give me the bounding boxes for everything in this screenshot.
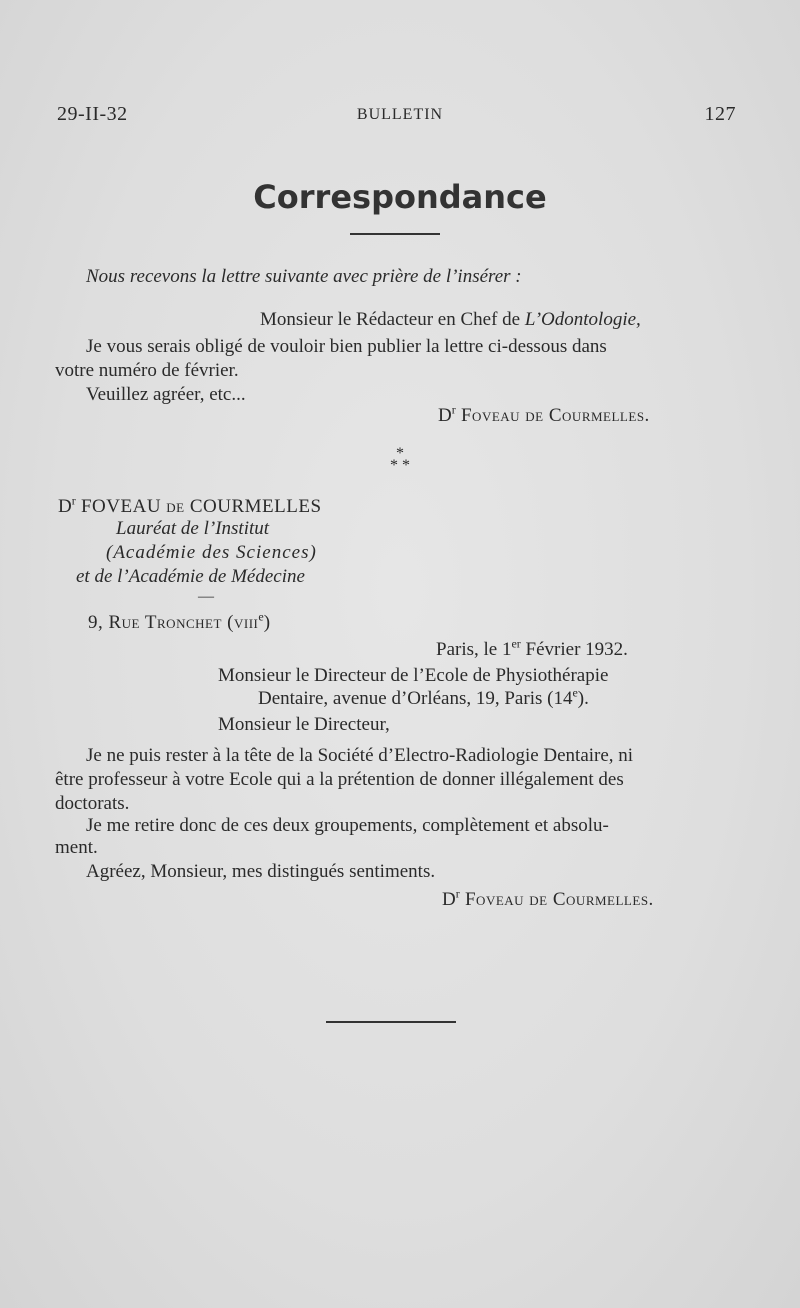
page-title: Correspondance: [253, 178, 547, 216]
intro-text: Nous recevons la lettre suivante avec prière de l’insérer :: [86, 266, 522, 287]
address-sup: e: [258, 609, 264, 624]
first-letter-closing: Veuillez agréer, etc...: [86, 384, 246, 405]
header-date: 29-II-32: [57, 103, 128, 125]
letter-closing: Agréez, Monsieur, mes distingués sentiments.: [86, 861, 436, 882]
letterhead-line: et de l’Académie de Médecine: [76, 566, 305, 587]
date-suffix: Février 1932.: [520, 639, 628, 660]
paragraph-line: doctorats.: [55, 793, 130, 814]
letterhead-line: Lauréat de l’Institut: [116, 518, 270, 539]
letterhead-title-sup: r: [71, 493, 76, 508]
first-letter-signature: [438, 402, 650, 427]
asterism-separator: [372, 445, 428, 474]
end-rule: [326, 1021, 456, 1023]
first-letter-salutation: [260, 309, 641, 331]
journal-name: L’Odontologie,: [524, 309, 641, 330]
letterhead-title: D: [58, 496, 72, 517]
paragraph-line: Je ne puis rester à la tête de la Société d’Electro-Radiologie Dentaire, ni: [86, 745, 634, 766]
letter-date: [436, 636, 628, 661]
signature-name: Foveau de Courmelles.: [459, 889, 654, 910]
signature-title: D: [442, 889, 456, 910]
page-number: 127: [704, 103, 736, 125]
letterhead-dash: —: [198, 588, 214, 605]
paragraph-line: être professeur à votre Ecole qui a la prétention de donner illégalement des: [55, 769, 624, 790]
recipient-close: ).: [577, 688, 589, 709]
date-sup: er: [511, 636, 521, 651]
signature-title-sup: r: [451, 402, 456, 417]
signature-title-sup: r: [455, 886, 460, 901]
address-close: ): [263, 612, 271, 633]
letter-salutation: Monsieur le Directeur,: [218, 714, 390, 735]
letterhead-line: (Académie des Sciences): [106, 542, 317, 563]
first-letter-body-line: Je vous serais obligé de vouloir bien publier la lettre ci-dessous dans: [86, 336, 607, 357]
recipient-sup: e: [572, 685, 578, 700]
salutation-prefix: Monsieur le Rédacteur en Chef de: [260, 309, 525, 330]
letterhead-surname: FOVEAU de COURMELLES: [75, 496, 322, 517]
header-journal: BULLETIN: [356, 106, 444, 123]
title-rule: [350, 233, 440, 235]
date-prefix: Paris, le 1: [436, 639, 512, 660]
asterism-bottom: * *: [390, 457, 410, 474]
paragraph-line: ment.: [55, 837, 98, 858]
asterism-top: *: [396, 445, 404, 462]
letterhead-address: [88, 609, 271, 634]
paragraph-line: Je me retire donc de ces deux groupements, complètement et absolu-: [86, 815, 609, 836]
address-text: 9, Rue Tronchet (viii: [88, 612, 259, 633]
signature-title: D: [438, 405, 452, 426]
recipient-line: Monsieur le Directeur de l’Ecole de Physiothérapie: [218, 665, 609, 686]
first-letter-body-line: votre numéro de février.: [55, 360, 239, 381]
recipient-line: [258, 685, 589, 710]
letter-signature: [442, 886, 654, 911]
recipient-address: Dentaire, avenue d’Orléans, 19, Paris (14: [258, 688, 573, 709]
signature-name: Foveau de Courmelles.: [455, 405, 650, 426]
letterhead-name: [58, 493, 322, 518]
